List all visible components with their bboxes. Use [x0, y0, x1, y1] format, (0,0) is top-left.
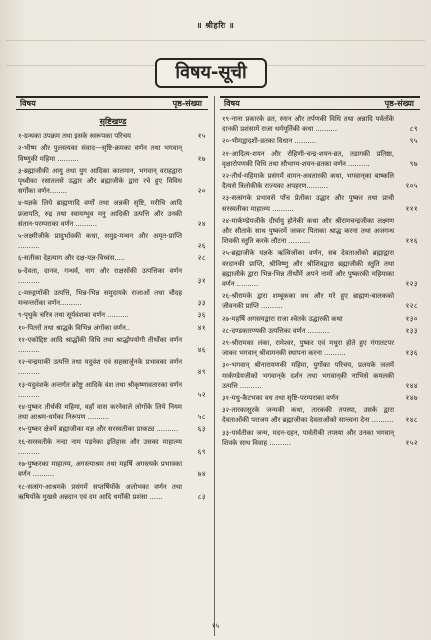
right-column [222, 114, 420, 450]
toc-entry-page: १०५ [405, 182, 418, 191]
toc-entry-text: २१-आदित्य-शयन और रोहिणी-चन्द्र-शयन-व्रत, तडागकी प्रतिष्ठा, वृक्षारोपणकी विधि तथा सौभाग्य-शयन-व्रतका वर्णन .......... [222, 149, 394, 168]
toc-entry-page: ९५ [409, 137, 418, 146]
toc-entry [222, 193, 420, 213]
toc-entry-page: २० [197, 187, 206, 196]
toc-entry-text: १६-सरस्वतीके नन्दा नाम पड़नेका इतिहास और उसका माहात्म्य .......... [18, 437, 182, 456]
toc-entry [222, 291, 420, 311]
toc-entry [18, 459, 208, 479]
toc-entry-page: ४१ [197, 323, 206, 332]
toc-entry [18, 288, 208, 308]
toc-entry-page: १२८ [405, 302, 418, 311]
toc-entry-text: २८-दण्डकारण्यकी उत्पत्तिका वर्णन .......... [222, 326, 330, 335]
toc-entry [18, 143, 208, 163]
toc-entry-text: ७-देवता, दानव, गन्धर्व, नाग और राक्षसोंकी उत्पत्तिका वर्णन .......... [18, 266, 182, 285]
toc-entry [18, 323, 208, 333]
toc-entry-text: १८-सत्संग-आश्रमके प्रसंगमें सप्तर्षियोंके अलोभका वर्णन तथा ऋषियोंके मुखसे अन्नदान एवं दम आदि धर्मोंकी प्रशंसा ...... [18, 482, 182, 501]
toc-entry-text: २-भीष्म और पुलस्त्यका संवाद—सृष्टि-क्रमका वर्णन तथा भगवान् विष्णुकी महिमा .......... [18, 144, 182, 163]
toc-entry-page: १७ [197, 154, 206, 163]
column-divider [214, 96, 215, 636]
toc-entry-page: ३३ [197, 299, 206, 308]
toc-entry-text: ८-मरुद्गणोंकी उत्पत्ति, भिन्न-भिन्न समुदायके राजाओं तथा चौदह मन्वन्तरोंका वर्णन.......... [18, 289, 182, 308]
toc-entry-text: १४-पुष्कर तीर्थकी महिमा, वहाँ वास करनेवाले लोगोंके लिये नियम तथा आश्रम-धर्मका निरूपण .......... [18, 403, 182, 422]
toc-entry-page: ८३ [197, 492, 206, 501]
toc-entry-text: ९-पृथुके चरित्र तथा सूर्यवंशका वर्णन .......... [18, 311, 129, 320]
toc-entry-page: १३६ [405, 349, 418, 358]
toc-entry [222, 149, 420, 169]
toc-entry-text: ३-ब्रह्माजीकी आयु तथा युग आदिका कालमान, भगवान् वराहद्वारा पृथ्वीका रसातलसे उद्धार और ब्रह्माजीके द्वारा रचे हुए विविध सर्गोंका वर्णन........ [18, 166, 182, 196]
right-column-header [220, 96, 420, 110]
toc-entry-text: ५-लक्ष्मीजीके प्रादुर्भावकी कथा, समुद्र-मन्थन और अमृत-प्राप्ति .......... [18, 232, 182, 251]
toc-entry-page: ५२ [197, 390, 206, 399]
toc-entry [18, 198, 208, 229]
toc-entry-text: ११-एकोद्दिष्ट आदि श्राद्धोंकी विधि तथा श्राद्धोपयोगी तीर्थोंका वर्णन .......... [18, 335, 182, 355]
toc-entry-page: १५ [197, 132, 206, 141]
left-column [18, 114, 208, 504]
toc-entry-text: २२-तीर्थ-महिमाके प्रसंगमें वामन-अवतारकी कथा, भगवान्‌का बाष्कलि दैत्यसे त्रिलोकीके राज्यका अपहरण.......... [222, 172, 394, 191]
toc-entry-page: ८९ [409, 125, 418, 134]
page-title: विषय-सूची [155, 58, 267, 88]
toc-entry-page: २८ [197, 254, 206, 263]
toc-entry-text: १९-नाना प्रकारके व्रत, स्नान और तर्पणकी विधि तथा अन्नादि पर्वतोंके दानकी प्रशंसामें राजा धर्ममूर्तिकी कथा .......... [222, 115, 394, 134]
toc-entry-page: ४६ [197, 346, 206, 355]
toc-entry [222, 360, 420, 391]
toc-entry-page: १३० [405, 314, 418, 323]
toc-entry-text: १-ग्रन्थका उपक्रम तथा इसके स्वरूपका परिचय [18, 132, 131, 141]
toc-entry [222, 171, 420, 191]
toc-entry [222, 314, 420, 324]
toc-entry-page: ७४ [197, 470, 206, 479]
toc-entry-text: १७-पुष्करका माहात्म्य, अगस्त्याश्रम तथा महर्षि अगस्त्यके प्रभावका वर्णन .......... [18, 460, 182, 479]
toc-entry-page: १४८ [405, 416, 418, 425]
toc-entry-page: ५८ [197, 413, 206, 422]
toc-entry [18, 131, 208, 141]
shri-header: ॥ श्रीहरिः ॥ [196, 21, 235, 30]
toc-entry-text: ६-सतीका देहत्याग और दक्ष-यज्ञ-विध्वंस..... [18, 254, 126, 263]
toc-entry-text: १०-पितरों तथा श्राद्धके विभिन्न अंगोंका वर्णन.. [18, 323, 131, 332]
toc-entry-page: ३१ [197, 276, 206, 285]
toc-entry-text: २९-श्रीरामका लंका, रामेश्वर, पुष्कर एवं मथुरा होते हुए गंगातटपर जाकर भगवान् श्रीवामनकी स्थापना करना .......... [222, 339, 394, 358]
toc-entry [18, 335, 208, 355]
toc-entry-text: १३-यदुवंशके अन्तर्गत क्रोष्टु आदिके वंश तथा श्रीकृष्णावतारका वर्णन .......... [18, 380, 182, 399]
toc-entry-page: ३६ [197, 311, 206, 320]
section-heading: सृष्टिखण्ड [99, 117, 127, 126]
toc-entry-text: ४-यज्ञके लिये ब्राह्मणादि वर्णों तथा अन्नकी सृष्टि, मरीचि आदि प्रजापति, रुद्र तथा स्वायम्भुव मनु आदिकी उत्पत्ति और उनकी संतान-परम्पराका वर्णन .......... [18, 199, 182, 228]
toc-entry [18, 266, 208, 286]
left-page-label: पृष्ठ-संख्या [172, 99, 202, 108]
page-number: १५ [211, 622, 220, 630]
toc-entry-page: १५२ [405, 438, 418, 447]
toc-entry-text: २३-सत्संगके प्रभावसे पाँच प्रेतोंका उद्धार और पुष्कर तथा प्राची सरस्वतीका माहात्म्य .......... [222, 194, 394, 213]
toc-entry [222, 428, 420, 448]
toc-entry [222, 405, 420, 425]
toc-entry-text: २५-ब्रह्माजीके यज्ञके ऋत्विजोंका वर्णन, सब देवताओंको ब्रह्माद्वारा वरदानकी प्राप्ति, श्रीविष्णु और श्रीशिवद्वारा ब्रह्माजीकी स्तुति तथा ब्रह्माजीके द्वारा भिन्न-भिन्न तीर्थोंमें अपने नामों और पुष्करकी महिमाका वर्णन .......... [222, 249, 394, 289]
right-page-label: पृष्ठ-संख्या [384, 99, 414, 108]
toc-entry-page: २४ [197, 219, 206, 228]
toc-entry-page: ६३ [197, 425, 206, 434]
toc-entry [18, 253, 208, 263]
toc-entry [18, 310, 208, 320]
toc-entry [18, 380, 208, 400]
toc-entry [18, 231, 208, 251]
toc-entry-text: २६-श्रीरामके द्वारा शम्बूकका वध और मरे हुए ब्राह्मण-बालकको जीवनकी प्राप्ति .......... [222, 292, 394, 311]
toc-entry-text: ३०-भगवान् श्रीनारायणकी महिमा, युगोंका परिचय, प्रलयके जलमें मार्कण्डेयजीको भगवान्‌के दर्शन तथा भगवान्‌की नाभिसे कमलकी उत्पत्ति .......... [222, 361, 394, 390]
toc-entry-page: १३३ [405, 326, 418, 335]
toc-entry-text: ३१-मधु-कैटभका वध तथा सृष्टि-परम्पराका वर्णन [222, 394, 339, 403]
toc-entry-text: २४-मार्कण्डेयजीके दीर्घायु होनेकी कथा और श्रीरामचन्द्रजीका लक्ष्मण और सीताके साथ पुष्करमें जाकर पिताका श्राद्ध करना तथा अजगन्ध शिवकी स्तुति करके लौटना .......... [222, 216, 394, 246]
toc-entry-page: ९७ [409, 159, 418, 168]
toc-entry-page: ६९ [197, 447, 206, 456]
toc-entry [18, 424, 208, 434]
right-col-label: विषय [224, 99, 240, 108]
toc-entry [18, 166, 208, 197]
toc-entry-page: १२३ [405, 280, 418, 289]
toc-entry [222, 114, 420, 134]
toc-entry [222, 326, 420, 336]
toc-entry [18, 402, 208, 422]
toc-entry-text: १२-चन्द्रमाकी उत्पत्ति तथा यदुवंश एवं सहस्रार्जुनके प्रभावका वर्णन .......... [18, 358, 182, 377]
toc-entry-text: ३२-तारकासुरके जन्मकी कथा, तारककी तपस्या, उसके द्वारा देवताओंकी पराजय और ब्रह्माजीका देवताओंको सान्त्वना देना .......... [222, 406, 394, 425]
toc-entry-page: २६ [197, 242, 206, 251]
toc-entry [18, 357, 208, 377]
toc-entry [222, 338, 420, 358]
toc-entry-text: ३३-पार्वतीका जन्म, मदन-दहन, पार्वतीकी तपस्या और उनका भगवान् शिवके साथ विवाह .......... [222, 428, 394, 447]
toc-entry-page: ११६ [405, 237, 418, 246]
toc-entry [18, 482, 208, 502]
toc-entry [222, 136, 420, 146]
toc-entry-page: १११ [405, 204, 418, 213]
toc-entry-text: २७-महर्षि अगस्त्यद्वारा राजा श्वेतके उद्धारकी कथा [222, 314, 343, 323]
left-column-header [16, 96, 208, 110]
toc-entry-text: १५-पुष्कर क्षेत्रमें ब्रह्माजीका यज्ञ और सरस्वतीका प्राकट्य .......... [18, 425, 179, 434]
toc-entry-page: १४४ [405, 381, 418, 390]
toc-entry-page: ४९ [197, 368, 206, 377]
toc-entry [18, 437, 208, 457]
toc-entry-page: १४७ [405, 394, 418, 403]
toc-entry [222, 393, 420, 403]
left-col-label: विषय [20, 99, 36, 108]
toc-entry [222, 216, 420, 247]
toc-entry [222, 248, 420, 289]
toc-entry-text: २०-भीमद्वादशी-व्रतका विधान .......... [222, 137, 317, 146]
